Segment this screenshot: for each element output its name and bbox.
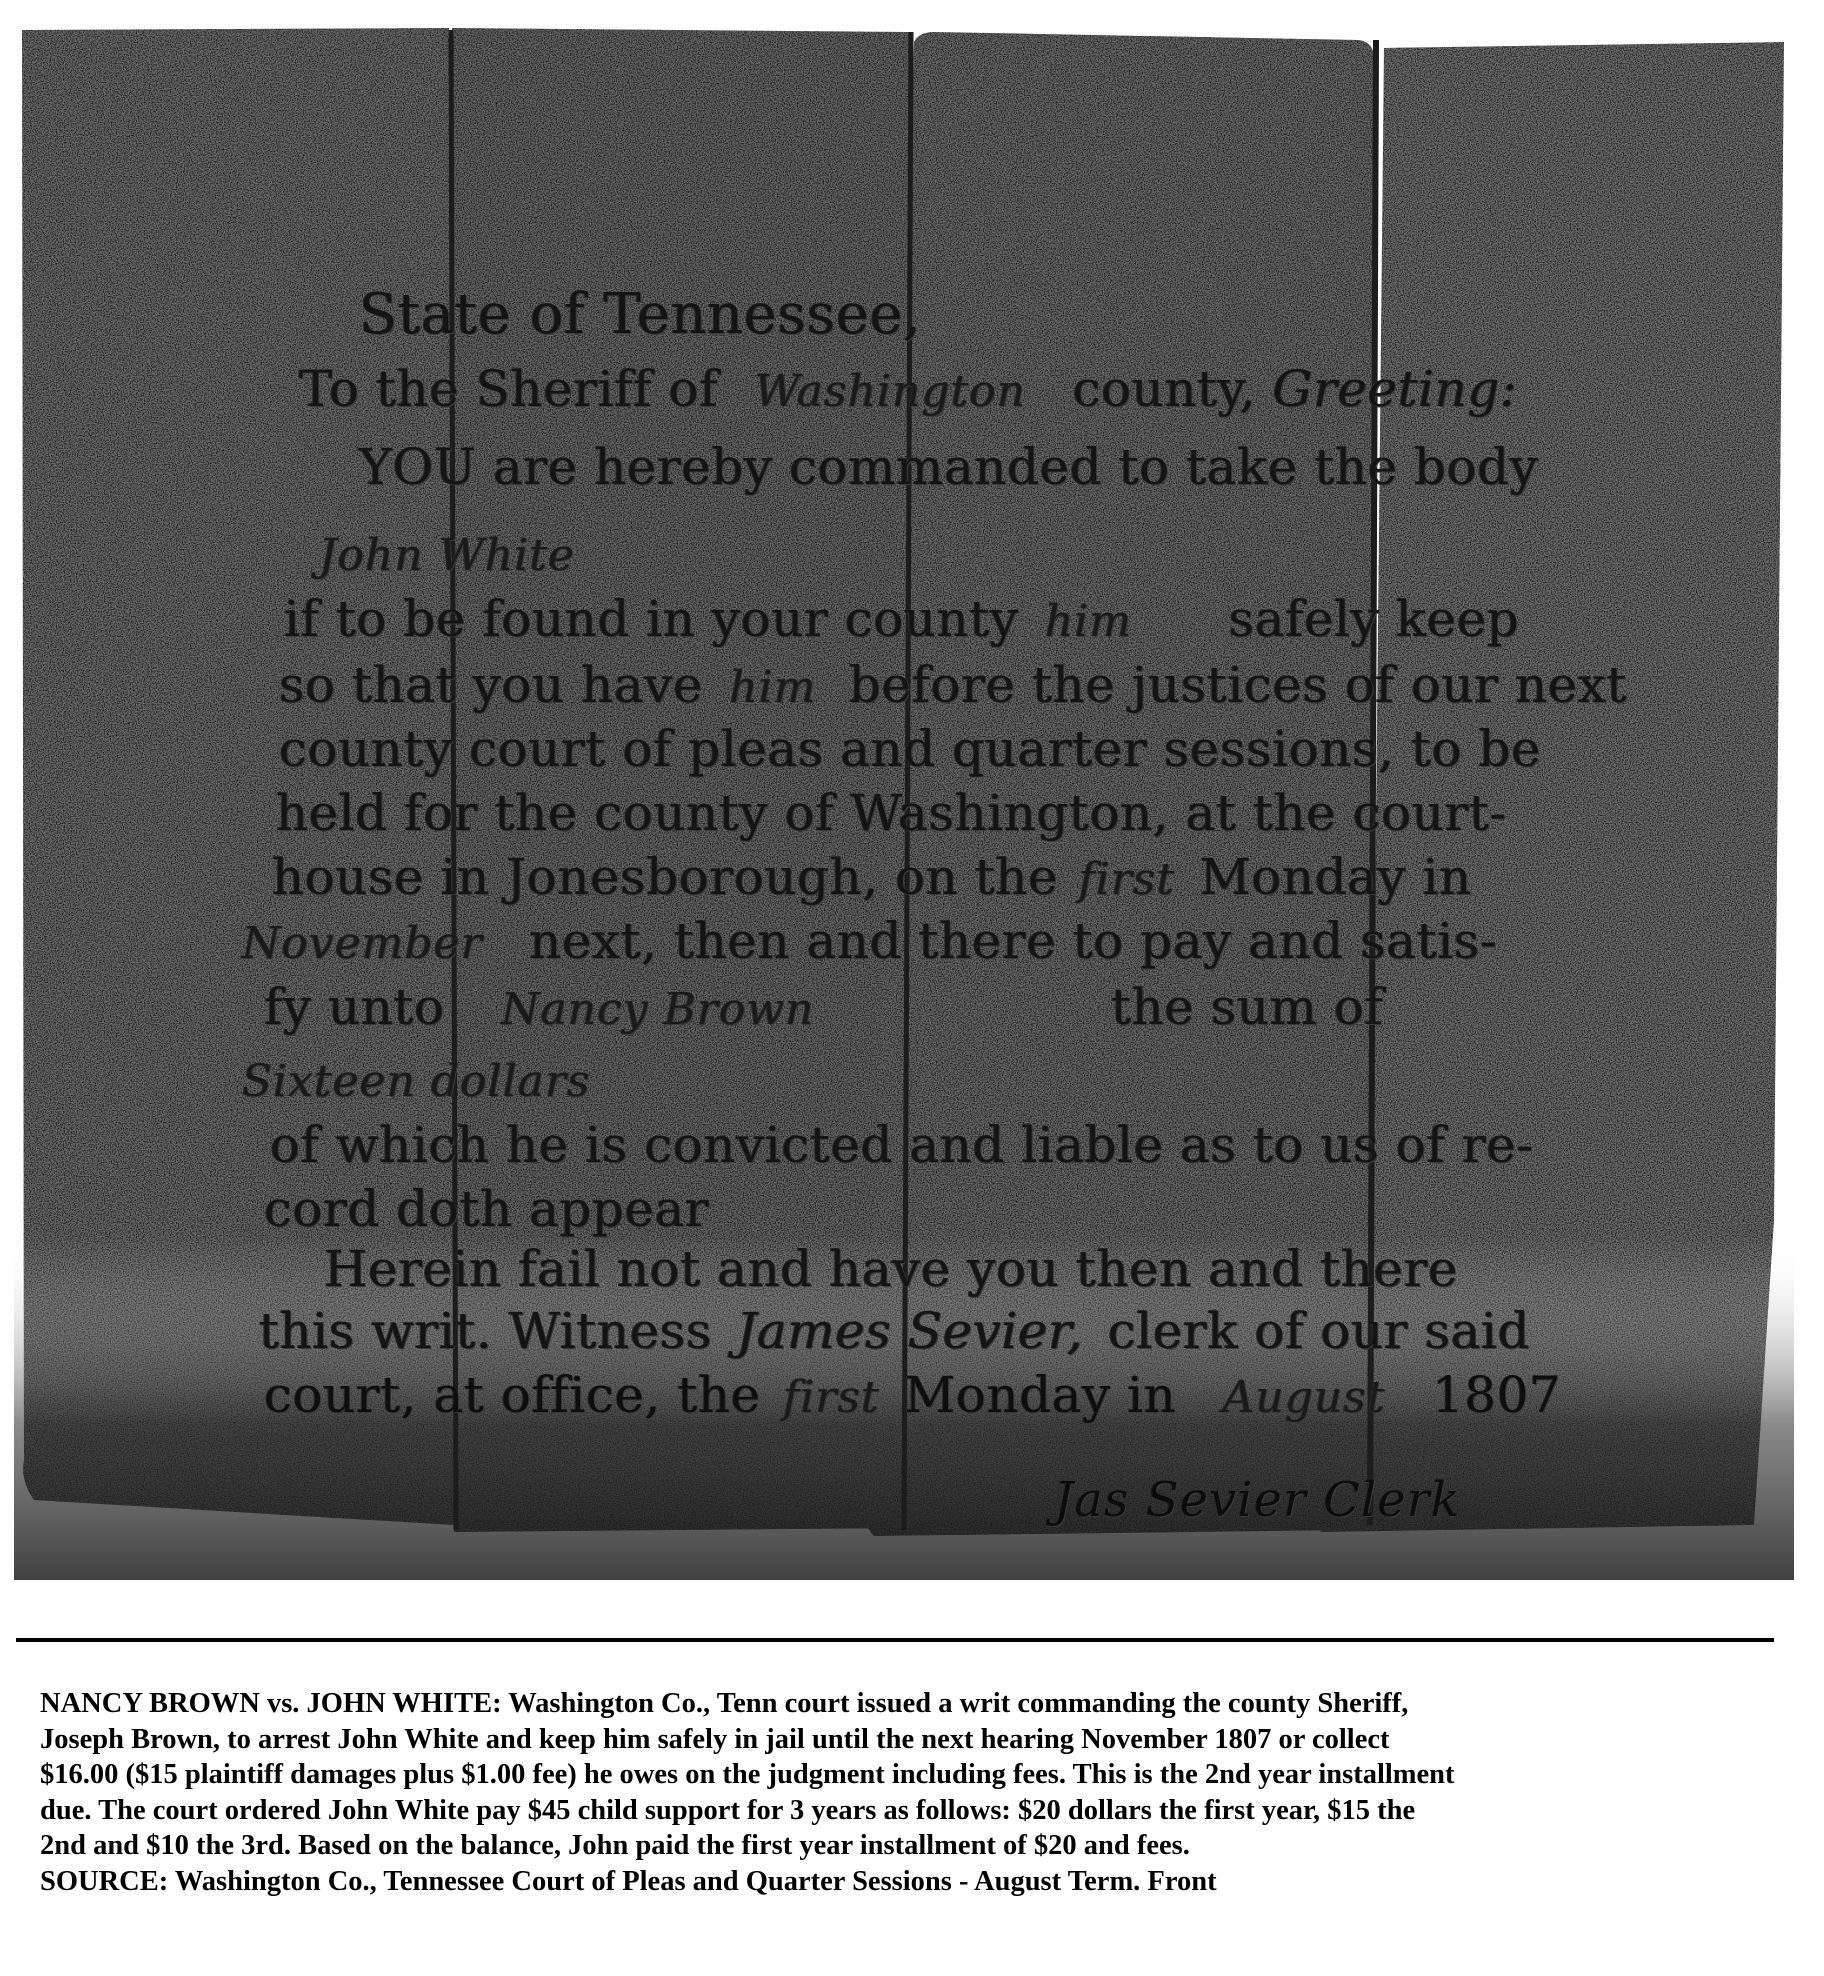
writ-text xyxy=(14,20,1794,1580)
handwritten-month: November xyxy=(242,918,483,969)
writ-line-office xyxy=(264,1366,1561,1424)
printed-text: fy unto xyxy=(264,978,445,1036)
writ-line-held-for: held for the county of Washington, at the court- xyxy=(276,784,1507,842)
printed-text: next, then and there to pay and satis- xyxy=(529,912,1498,970)
printed-text: court, at office, the xyxy=(264,1366,761,1424)
writ-line-sheriff xyxy=(299,360,1517,418)
handwritten-plaintiff-name: Nancy Brown xyxy=(501,984,815,1035)
writ-line-so-that xyxy=(279,656,1627,714)
writ-line-county-court: county court of pleas and quarter sessions, to be xyxy=(279,720,1542,778)
divider-rule xyxy=(16,1638,1774,1642)
printed-text: the sum of xyxy=(1110,978,1384,1036)
writ-line-witness xyxy=(259,1302,1530,1360)
handwritten-word: first xyxy=(783,1372,880,1423)
caption-source: SOURCE: Washington Co., Tennessee Court of Pleas and Quarter Sessions - August Term. Front xyxy=(40,1865,1217,1897)
printed-text: clerk of our said xyxy=(1107,1302,1531,1360)
handwritten-county: Washington xyxy=(754,366,1027,417)
writ-line-house xyxy=(272,848,1472,906)
caption-line: due. The court ordered John White pay $45 child support for 3 years as follows: $20 dollars the first year, $15 the xyxy=(40,1794,1416,1826)
printed-text: Monday in xyxy=(904,1366,1177,1424)
printed-text: so that you have xyxy=(279,656,704,714)
printed-text: this writ. Witness xyxy=(259,1302,713,1360)
caption-line: NANCY BROWN vs. JOHN WHITE: Washington Co., Tenn court issued a writ commanding the county Sheriff, xyxy=(40,1688,1409,1719)
printed-text: before the justices of our next xyxy=(849,656,1628,714)
writ-year: 1807 xyxy=(1432,1366,1562,1424)
handwritten-amount: Sixteen dollars xyxy=(242,1056,591,1107)
writ-line-convicted: of which he is convicted and liable as to us of re- xyxy=(270,1116,1534,1174)
caption-line: $16.00 ($15 plaintiff damages plus $1.00 fee) he owes on the judgment including fees. This is the 2nd year installment xyxy=(40,1759,1455,1790)
writ-line-herein: Herein fail not and have you then and there xyxy=(324,1240,1459,1298)
printed-text: To the Sheriff of xyxy=(299,360,719,418)
writ-line-fy-unto xyxy=(264,978,1384,1036)
printed-text: safely keep xyxy=(1228,590,1520,648)
writ-line-next xyxy=(242,912,1497,970)
printed-text: county, xyxy=(1072,360,1257,418)
caption-line: 2nd and $10 the 3rd. Based on the balance, John paid the first year installment of $20 and fees. xyxy=(40,1830,1190,1861)
handwritten-month: August xyxy=(1222,1372,1386,1423)
handwritten-word: first xyxy=(1078,854,1176,905)
writ-line-record: cord doth appear xyxy=(264,1180,710,1238)
writ-title: State of Tennessee, xyxy=(359,282,922,347)
printed-text: Monday in xyxy=(1199,848,1472,906)
clerk-name: James Sevier, xyxy=(736,1302,1084,1360)
caption xyxy=(40,1686,1800,1899)
printed-text: house in Jonesborough, on the xyxy=(272,848,1059,906)
caption-line: Joseph Brown, to arrest John White and keep him safely in jail until the next hearing November 1807 or collect xyxy=(40,1723,1390,1755)
handwritten-defendant-name: John White xyxy=(319,530,576,581)
handwritten-word: him xyxy=(729,662,817,713)
writ-line-if-found xyxy=(284,590,1519,648)
handwritten-word: him xyxy=(1045,596,1133,647)
greeting-text: Greeting: xyxy=(1272,360,1518,418)
printed-text: if to be found in your county xyxy=(284,590,1019,648)
clerk-signature: Jas Sevier Clerk xyxy=(1054,1472,1461,1528)
writ-line-command: YOU are hereby commanded to take the body xyxy=(359,438,1539,496)
scanned-writ xyxy=(14,20,1794,1580)
